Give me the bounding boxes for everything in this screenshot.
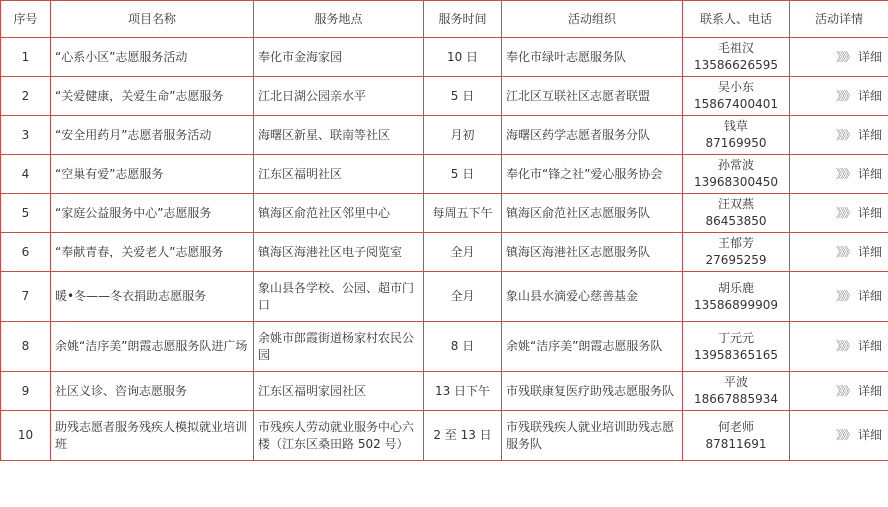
- cell-contact: [683, 116, 790, 155]
- arrows-icon: 》》》: [835, 49, 854, 64]
- detail-link[interactable]: 详细: [857, 289, 882, 303]
- arrows-icon: 》》》: [835, 127, 854, 142]
- cell-organizer: 海曙区药学志愿者服务分队: [502, 116, 683, 155]
- arrows-icon: 》》》: [835, 244, 854, 259]
- contact-phone: 13586626595: [694, 58, 778, 72]
- cell-no: 10: [1, 411, 51, 461]
- cell-organizer: 市残联残疾人就业培训助残志愿服务队: [502, 411, 683, 461]
- detail-link[interactable]: 详细: [857, 205, 882, 220]
- cell-detail: [790, 38, 888, 77]
- cell-project-name: “奉献青春，关爱老人”志愿服务: [51, 233, 254, 272]
- cell-project-name: “家庭公益服务中心”志愿服务: [51, 194, 254, 233]
- cell-service-time: 2 至 13 日: [424, 411, 502, 461]
- cell-detail: [790, 77, 888, 116]
- cell-service-time: 全月: [424, 272, 502, 322]
- cell-no: 5: [1, 194, 51, 233]
- cell-service-time: 每周五下午: [424, 194, 502, 233]
- contact-phone: 87169950: [705, 136, 767, 150]
- contact-name: 胡乐鹿: [717, 280, 754, 295]
- cell-detail: [790, 372, 888, 411]
- cell-no: 2: [1, 77, 51, 116]
- cell-service-place: 镇海区海港社区电子阅览室: [254, 233, 424, 272]
- contact-phone: 13958365165: [694, 347, 778, 362]
- detail-link[interactable]: 详细: [857, 339, 882, 353]
- cell-no: 1: [1, 38, 51, 77]
- cell-service-place: 市残疾人劳动就业服务中心六楼（江东区桑田路 502 号）: [254, 411, 424, 461]
- header-organizer: 活动组织: [502, 1, 683, 38]
- table-row: [1, 272, 888, 322]
- table-row: [1, 194, 888, 233]
- cell-no: 3: [1, 116, 51, 155]
- arrows-icon: 》》》: [835, 428, 854, 442]
- header-service-time: 服务时间: [424, 1, 502, 38]
- contact-phone: 13968300450: [694, 175, 778, 189]
- detail-link[interactable]: 详细: [857, 88, 882, 103]
- contact-phone: 13586899909: [694, 297, 778, 312]
- contact-name: 何老师: [717, 419, 754, 434]
- cell-organizer: 余姚“洁序美”朗霞志愿服务队: [502, 322, 683, 372]
- cell-no: 7: [1, 272, 51, 322]
- cell-organizer: 象山县水滴爱心慈善基金: [502, 272, 683, 322]
- cell-service-place: 海曙区新星、联南等社区: [254, 116, 424, 155]
- arrows-icon: 》》》: [835, 205, 854, 220]
- cell-detail: [790, 155, 888, 194]
- cell-project-name: “心系小区”志愿服务活动: [51, 38, 254, 77]
- detail-link[interactable]: 详细: [857, 127, 882, 142]
- contact-name: 孙常波: [717, 158, 754, 172]
- table-header-row: [1, 1, 888, 38]
- cell-contact: [683, 233, 790, 272]
- header-detail: 活动详情: [790, 1, 888, 38]
- cell-organizer: 奉化市绿叶志愿服务队: [502, 38, 683, 77]
- detail-link[interactable]: 详细: [857, 428, 882, 442]
- table-row: [1, 116, 888, 155]
- cell-service-time: 10 日: [424, 38, 502, 77]
- arrows-icon: 》》》: [835, 88, 854, 103]
- cell-detail: [790, 322, 888, 372]
- cell-no: 9: [1, 372, 51, 411]
- contact-name: 平波: [723, 375, 748, 389]
- cell-organizer: 镇海区海港社区志愿服务队: [502, 233, 683, 272]
- contact-name: 钱草: [723, 119, 748, 133]
- detail-link[interactable]: 详细: [857, 244, 882, 259]
- cell-contact: [683, 411, 790, 461]
- contact-name: 吴小东: [717, 80, 754, 94]
- table-row: [1, 411, 888, 461]
- contact-name: 王郁芳: [717, 236, 754, 250]
- cell-contact: [683, 272, 790, 322]
- cell-service-time: 5 日: [424, 155, 502, 194]
- cell-no: 4: [1, 155, 51, 194]
- cell-organizer: 奉化市“锋之社”爱心服务协会: [502, 155, 683, 194]
- cell-detail: [790, 411, 888, 461]
- cell-project-name: 余姚“洁序美”朗霞志愿服务队进广场: [51, 322, 254, 372]
- table-row: [1, 77, 888, 116]
- table-row: [1, 233, 888, 272]
- cell-no: 6: [1, 233, 51, 272]
- cell-contact: [683, 38, 790, 77]
- cell-organizer: 市残联康复医疗助残志愿服务队: [502, 372, 683, 411]
- cell-contact: [683, 155, 790, 194]
- cell-service-place: 江北日湖公园亲水平: [254, 77, 424, 116]
- cell-service-place: 余姚市郎霞街道杨家村农民公园: [254, 322, 424, 372]
- arrows-icon: 》》》: [835, 289, 854, 303]
- cell-project-name: “安全用药月”志愿者服务活动: [51, 116, 254, 155]
- cell-service-time: 5 日: [424, 77, 502, 116]
- cell-service-time: 全月: [424, 233, 502, 272]
- cell-contact: [683, 322, 790, 372]
- cell-project-name: 暖•冬——冬衣捐助志愿服务: [51, 272, 254, 322]
- cell-detail: [790, 272, 888, 322]
- detail-link[interactable]: 详细: [857, 49, 882, 64]
- cell-service-time: 13 日下午: [424, 372, 502, 411]
- cell-no: 8: [1, 322, 51, 372]
- cell-detail: [790, 233, 888, 272]
- table-row: [1, 155, 888, 194]
- cell-service-place: 江东区福明家园社区: [254, 372, 424, 411]
- contact-phone: 87811691: [705, 436, 767, 451]
- cell-project-name: “空巢有爱”志愿服务: [51, 155, 254, 194]
- cell-service-place: 象山县各学校、公园、超市门口: [254, 272, 424, 322]
- contact-name: 汪双燕: [717, 197, 754, 211]
- cell-contact: [683, 194, 790, 233]
- header-no: 序号: [1, 1, 51, 38]
- cell-service-place: 镇海区俞范社区邻里中心: [254, 194, 424, 233]
- contact-name: 丁元元: [717, 330, 754, 345]
- contact-phone: 15867400401: [694, 97, 778, 111]
- table-row: [1, 322, 888, 372]
- cell-service-place: 江东区福明社区: [254, 155, 424, 194]
- cell-project-name: “关爱健康，关爱生命”志愿服务: [51, 77, 254, 116]
- cell-project-name: 社区义诊、咨询志愿服务: [51, 372, 254, 411]
- table-row: [1, 372, 888, 411]
- cell-organizer: 江北区互联社区志愿者联盟: [502, 77, 683, 116]
- arrows-icon: 》》》: [835, 383, 854, 398]
- cell-contact: [683, 372, 790, 411]
- cell-service-place: 奉化市金海家园: [254, 38, 424, 77]
- cell-contact: [683, 77, 790, 116]
- header-contact: 联系人、电话: [683, 1, 790, 38]
- cell-service-time: 月初: [424, 116, 502, 155]
- contact-phone: 18667885934: [694, 392, 778, 406]
- detail-link[interactable]: 详细: [857, 383, 882, 398]
- header-project-name: 项目名称: [51, 1, 254, 38]
- contact-name: 毛祖汉: [717, 41, 754, 55]
- cell-service-time: 8 日: [424, 322, 502, 372]
- table-row: [1, 38, 888, 77]
- cell-detail: [790, 194, 888, 233]
- arrows-icon: 》》》: [835, 166, 854, 181]
- arrows-icon: 》》》: [835, 339, 854, 353]
- detail-link[interactable]: 详细: [857, 166, 882, 181]
- cell-project-name: 助残志愿者服务残疾人模拟就业培训班: [51, 411, 254, 461]
- cell-detail: [790, 116, 888, 155]
- contact-phone: 27695259: [705, 253, 767, 267]
- contact-phone: 86453850: [705, 214, 767, 228]
- cell-organizer: 镇海区俞范社区志愿服务队: [502, 194, 683, 233]
- header-service-place: 服务地点: [254, 1, 424, 38]
